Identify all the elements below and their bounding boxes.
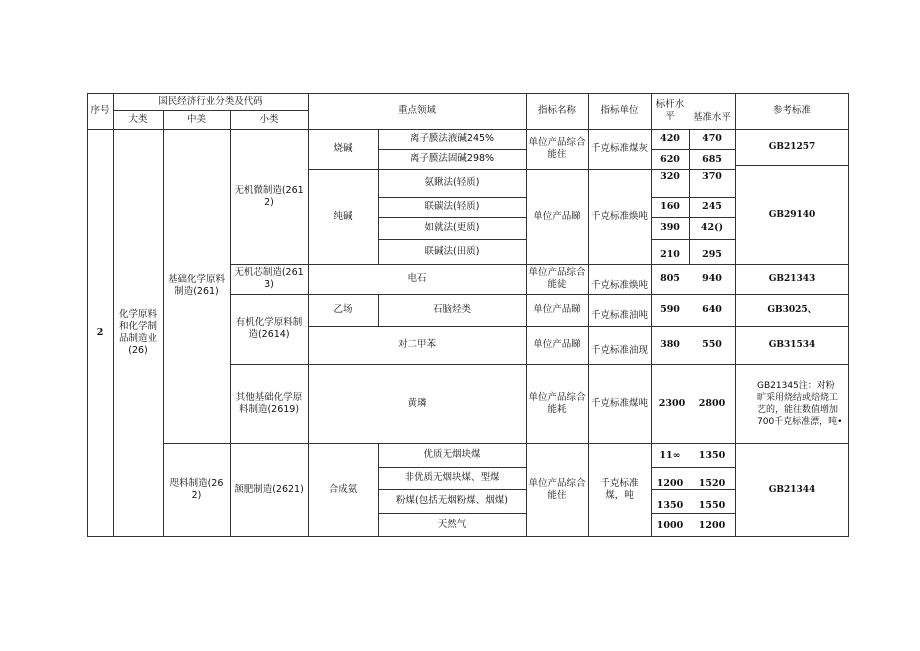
val-baseline-10: 2800 <box>698 397 726 409</box>
grid-line <box>378 489 527 490</box>
cat-soda-ash: 纯碱 <box>333 210 353 222</box>
val-baseline-7: 940 <box>702 273 722 284</box>
grid-line <box>163 443 849 444</box>
item-nonquality-coal: 非优质无烟块煤、型煤 <box>404 472 500 483</box>
val-benchmark-3: 320 <box>660 171 680 182</box>
header-baseline: 基准水平 <box>692 112 731 123</box>
val-baseline-13: 1550 <box>698 500 726 511</box>
ref-4: GB3025、 <box>767 305 817 315</box>
minor-other-basic: 其他基础化学原料制造(2619) <box>235 391 303 415</box>
grid-line <box>588 93 589 537</box>
item-quality-coal: 优质无烟块煤 <box>423 449 481 460</box>
val-benchmark-6: 210 <box>660 248 680 260</box>
val-baseline-8: 640 <box>702 304 722 315</box>
val-benchmark-8: 590 <box>660 304 680 315</box>
ref-1: GB21257 <box>768 142 816 152</box>
val-benchmark-1: 420 <box>660 133 680 144</box>
val-baseline-12: 1520 <box>698 478 726 489</box>
grid-line <box>651 149 736 150</box>
val-benchmark-13: 1350 <box>656 500 684 511</box>
header-indicator-name: 指标名称 <box>537 105 576 116</box>
grid-line <box>735 364 849 365</box>
ind-comprehensive-energy-6: 单位产品综合能耗 <box>528 391 586 415</box>
item-membrane-solid: 离子膜法固碱298% <box>409 153 495 164</box>
item-combined-soda-light: 联碳法(轻质) <box>424 201 480 212</box>
header-focus: 重点领域 <box>397 105 436 116</box>
grid-line <box>651 513 736 514</box>
grid-line <box>378 197 527 198</box>
unit-6: 千克标准煤吨 <box>590 397 648 409</box>
grid-line <box>230 294 849 295</box>
grid-line <box>87 93 88 537</box>
header-reference: 参考标准 <box>772 105 811 116</box>
minor-nitrogen-fertilizer: 颔肥制造(2621) <box>234 484 304 495</box>
val-baseline-14: 1200 <box>698 520 726 531</box>
mid-category-fertilizer: 咫料制造(262) <box>169 478 224 501</box>
header-benchmark: 标杆水平 <box>655 99 685 122</box>
energy-benchmark-table <box>87 93 849 537</box>
major-category: 化学原料和化学制品制造业(26) <box>118 309 157 356</box>
val-benchmark-11: 11∞ <box>659 450 681 461</box>
cat-ethylene: 乙场 <box>333 304 353 315</box>
val-benchmark-4: 160 <box>660 201 680 212</box>
grid-line <box>230 364 736 365</box>
ref-2: GB29140 <box>768 209 816 220</box>
item-naphtha: 石脑烃类 <box>432 304 471 315</box>
ind-energy-2: 单位产品睇 <box>533 210 581 222</box>
grid-line <box>308 326 736 327</box>
grid-line <box>651 169 736 170</box>
grid-line <box>651 489 736 490</box>
grid-line <box>378 467 527 468</box>
grid-line <box>113 93 114 537</box>
unit-3: 千克标准焕吨 <box>590 280 648 291</box>
item-paraxylene: 对二甲苯 <box>397 339 436 350</box>
grid-line <box>848 93 849 537</box>
mid-category-basic: 基础化学原料制造(261) <box>167 274 225 297</box>
grid-line <box>378 513 527 514</box>
cat-caustic-soda: 烧碱 <box>333 143 353 154</box>
grid-line <box>651 197 736 198</box>
grid-line <box>113 110 309 111</box>
val-baseline-9: 550 <box>702 339 722 350</box>
grid-line <box>378 149 527 150</box>
grid-line <box>378 239 527 240</box>
grid-line <box>735 165 849 166</box>
ind-energy-4: 单位产品睇 <box>533 304 581 315</box>
val-benchmark-9: 380 <box>660 339 680 350</box>
header-major: 大类 <box>128 113 148 125</box>
header-seq: 序号 <box>90 105 110 116</box>
grid-line <box>526 93 527 537</box>
header-mid: 中美 <box>186 113 206 125</box>
ref-5: GB31534 <box>768 340 816 350</box>
grid-line <box>526 169 652 170</box>
minor-inorganic-salt: 无机微制造(2612) <box>234 184 304 208</box>
val-baseline-1: 470 <box>702 133 722 144</box>
val-baseline-5: 42() <box>700 222 724 233</box>
item-yellow-phosphorus: 黄璘 <box>407 397 427 409</box>
val-baseline-6: 295 <box>702 248 722 260</box>
grid-line <box>651 93 652 537</box>
val-benchmark-2: 620 <box>660 154 680 165</box>
ind-comprehensive-energy-3: 单位产品综合能徒 <box>528 267 586 290</box>
grid-line <box>230 264 849 265</box>
ind-comprehensive-energy-7: 单位产品综合能住 <box>528 478 586 501</box>
ref-3: GB21343 <box>768 274 816 284</box>
val-benchmark-12: 1200 <box>656 478 684 489</box>
grid-line <box>651 467 736 468</box>
grid-line <box>735 326 849 327</box>
grid-line <box>163 110 164 537</box>
row-seq: 2 <box>96 327 104 338</box>
item-ammonia-soda-light: 氨瞅法(轻质) <box>424 177 480 188</box>
unit-5: 千克标准油现 <box>590 345 648 356</box>
unit-2: 千克标准焕吨 <box>590 210 648 222</box>
cat-synthetic-ammonia: 合成氨 <box>328 484 358 495</box>
item-membrane-liquid: 离子膜法液碱245% <box>409 133 495 144</box>
unit-4: 千克标准油吨 <box>590 310 648 321</box>
grid-line <box>230 110 231 537</box>
grid-line <box>735 93 736 537</box>
grid-line <box>308 169 527 170</box>
grid-line <box>378 217 527 218</box>
grid-line <box>651 217 736 218</box>
val-benchmark-10: 2300 <box>658 397 686 409</box>
ref-6: GB21345注：对粉旷采用烧结或焙烧工艺的，能往数值增加700千克标准漂，吨• <box>757 380 843 427</box>
ind-energy-5: 单位产品睇 <box>533 339 581 350</box>
grid-line <box>651 239 736 240</box>
val-benchmark-14: 1000 <box>656 520 684 531</box>
val-baseline-2: 685 <box>702 154 722 165</box>
ref-7: GB21344 <box>768 485 816 495</box>
ind-comprehensive-energy-1: 单位产品综合能住 <box>528 137 586 160</box>
val-benchmark-7: 805 <box>660 273 680 284</box>
header-industry: 国民经济行业分类及代码 <box>158 95 263 107</box>
val-baseline-11: 1350 <box>698 450 726 461</box>
minor-organic: 有机化学原料制造(2614) <box>235 317 303 340</box>
unit-7: 千克标准煤，吨 <box>600 478 639 501</box>
item-natural-gas: 天然气 <box>437 519 467 530</box>
header-indicator-unit: 指标单位 <box>600 105 639 116</box>
minor-inorganic-chip: 无机芯制造(2613) <box>234 267 304 290</box>
header-minor: 小类 <box>259 113 279 125</box>
grid-line <box>378 294 379 327</box>
item-powder-coal: 粉煤(包括无烟粉煤、烟煤) <box>396 495 508 506</box>
val-baseline-3: 370 <box>702 171 722 182</box>
unit-1: 千克标准煤灰 <box>590 143 648 154</box>
grid-line <box>378 443 379 537</box>
item-soda-heavy: 如就法(更质) <box>424 222 480 233</box>
val-baseline-4: 245 <box>702 201 722 212</box>
item-calcium-carbide: 电石 <box>407 273 427 284</box>
item-combined-soda-heavy: 联碱法(田质) <box>424 245 480 257</box>
val-benchmark-5: 390 <box>660 222 680 233</box>
grid-line <box>308 93 309 537</box>
